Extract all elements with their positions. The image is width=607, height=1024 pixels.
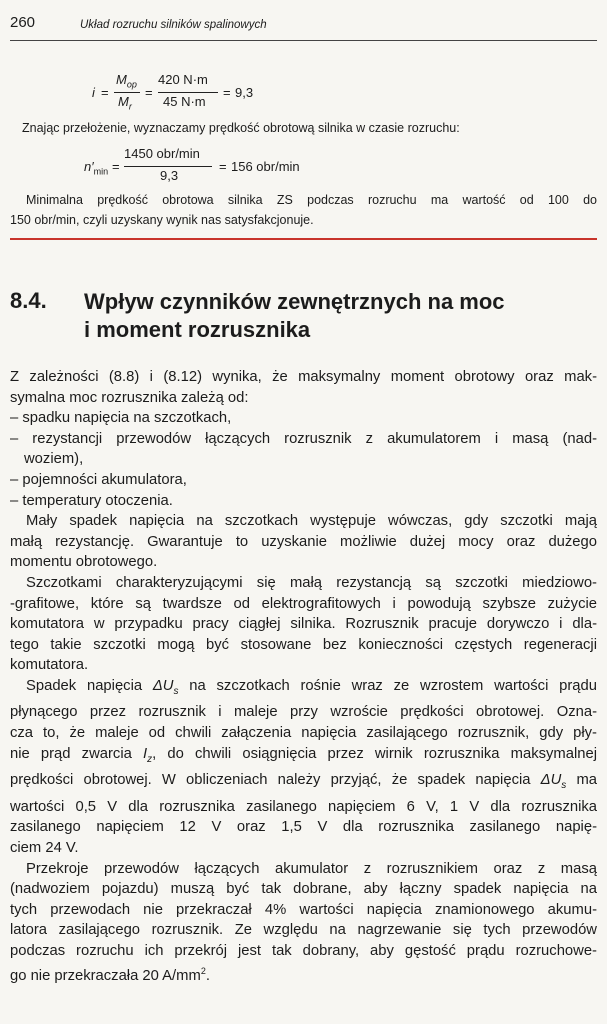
running-title: Układ rozruchu silników spalinowych [80,19,267,31]
list-item: – rezystancji przewodów łączących rozrusznik z akumulatorem i masą (nad- [10,430,597,447]
paragraph-voltage-drop: Spadek napięcia $\Delta U_s$ na szczotkach rośnie wraz ze wzrostem wartości prądu płynącego przez rozrusznik i maleje przy wzroście prędkości obrotowej. Ozna- cza to, że maleje od chwili załączenia napięcia zasilającego rozrusznik, gdy pły- nie prąd zwarcia $I_z$, do chwili osiągnięcia przez wirnik rozrusznika maksymalnej prędkości obrotowej. W obliczeniach należy przyjąć, że spadek napięcia $\Delta U_s$ ma wartości 0,5 V dla rozrusznika zasilanego napięciem 6 V, 1 V dla rozrusznika zasilanego napięciem 12 V oraz 1,5 V dla rozrusznika zasilanego napię- ciem 24 V. [10,677,597,856]
eq1-result: 9,3 [235,85,254,100]
paragraph-brush-resistance: Mały spadek napięcia na szczotkach występuje wówczas, gdy szczotki mają małą rezystancję. Gwarantuje to uzyskanie możliwie dużej mocy oraz dużego momentu obrotowego. [10,513,597,571]
paragraph-brush-types: Szczotkami charakteryzującymi się małą rezystancją są szczotki miedziowo- -grafitowe, które są twardsze od elektrografitowych i powodują szybsze zużycie komutatora w przypadku pracy ciągłej silnika. Rozrusznik pracuje dorywczo i dla- tego takie szczotki mogą być stosowane bez konieczności częstych regeneracji komutatora. [10,574,597,674]
eq2-lhs: $n'_{min}$ [84,159,109,177]
transition-sentence: Znając przełożenie, wyznaczamy prędkość obrotową silnika w czasie rozruchu: [22,121,460,135]
paragraph-wire-cross-section: Przekroje przewodów łączących akumulator z rozrusznikiem oraz z masą (nadwoziem pojazdu) muszą być tak dobrane, aby łączny spadek napięcia na tych przewodach nie przekraczał 4% wartości napięcia znamionowego akumu- latora zasilającego rozrusznik. Ze względu na nagrzewanie się tych przewodów podczas rozruchu ich przekrój jest tak dobrany, aby gęstość prądu rozruchowe- go nie przekraczała 20 $A/mm^2$. [10,860,597,985]
section-number: 8.4. [10,288,47,313]
list-item: – spadku napięcia na szczotkach, [10,410,232,427]
intro-paragraph: Z zależności (8.8) i (8.12) wynika, że maksymalny moment obrotowy oraz mak- symalna moc rozrusznika zależą od: [10,369,597,406]
factor-list: – spadku napięcia na szczotkach, – rezystancji przewodów łączących rozrusznik z akumulatorem i masą (nad- woziem), – pojemności akumulatora, – temperatury otoczenia. [10,408,597,511]
page-header [10,14,597,41]
eq1-lhs: i [92,85,95,100]
gear-ratio-equation: i = $M_{op}$ $M_r$ = 420 N·m 45 N·m = 9,3 [92,72,254,112]
section-title: Wpływ czynników zewnętrznych na moc i moment rozrusznika [84,289,505,342]
eq2-result: 156 obr/min [231,159,300,174]
conclusion-paragraph: Minimalna prędkość obrotowa silnika ZS podczas rozruchu ma wartość od 100 do 150 obr/min, czyli uzyskany wynik nas satysfakcjonuje. [10,193,597,227]
section-body [10,367,597,987]
page-number: 260 [10,14,36,31]
list-item: – pojemności akumulatora, [10,471,187,488]
list-item: – temperatury otoczenia. [10,492,173,509]
engine-speed-equation: $n'_{min}$ = 1450 obr/min 9,3 = 156 obr/min [84,146,300,183]
section-divider [10,238,597,240]
